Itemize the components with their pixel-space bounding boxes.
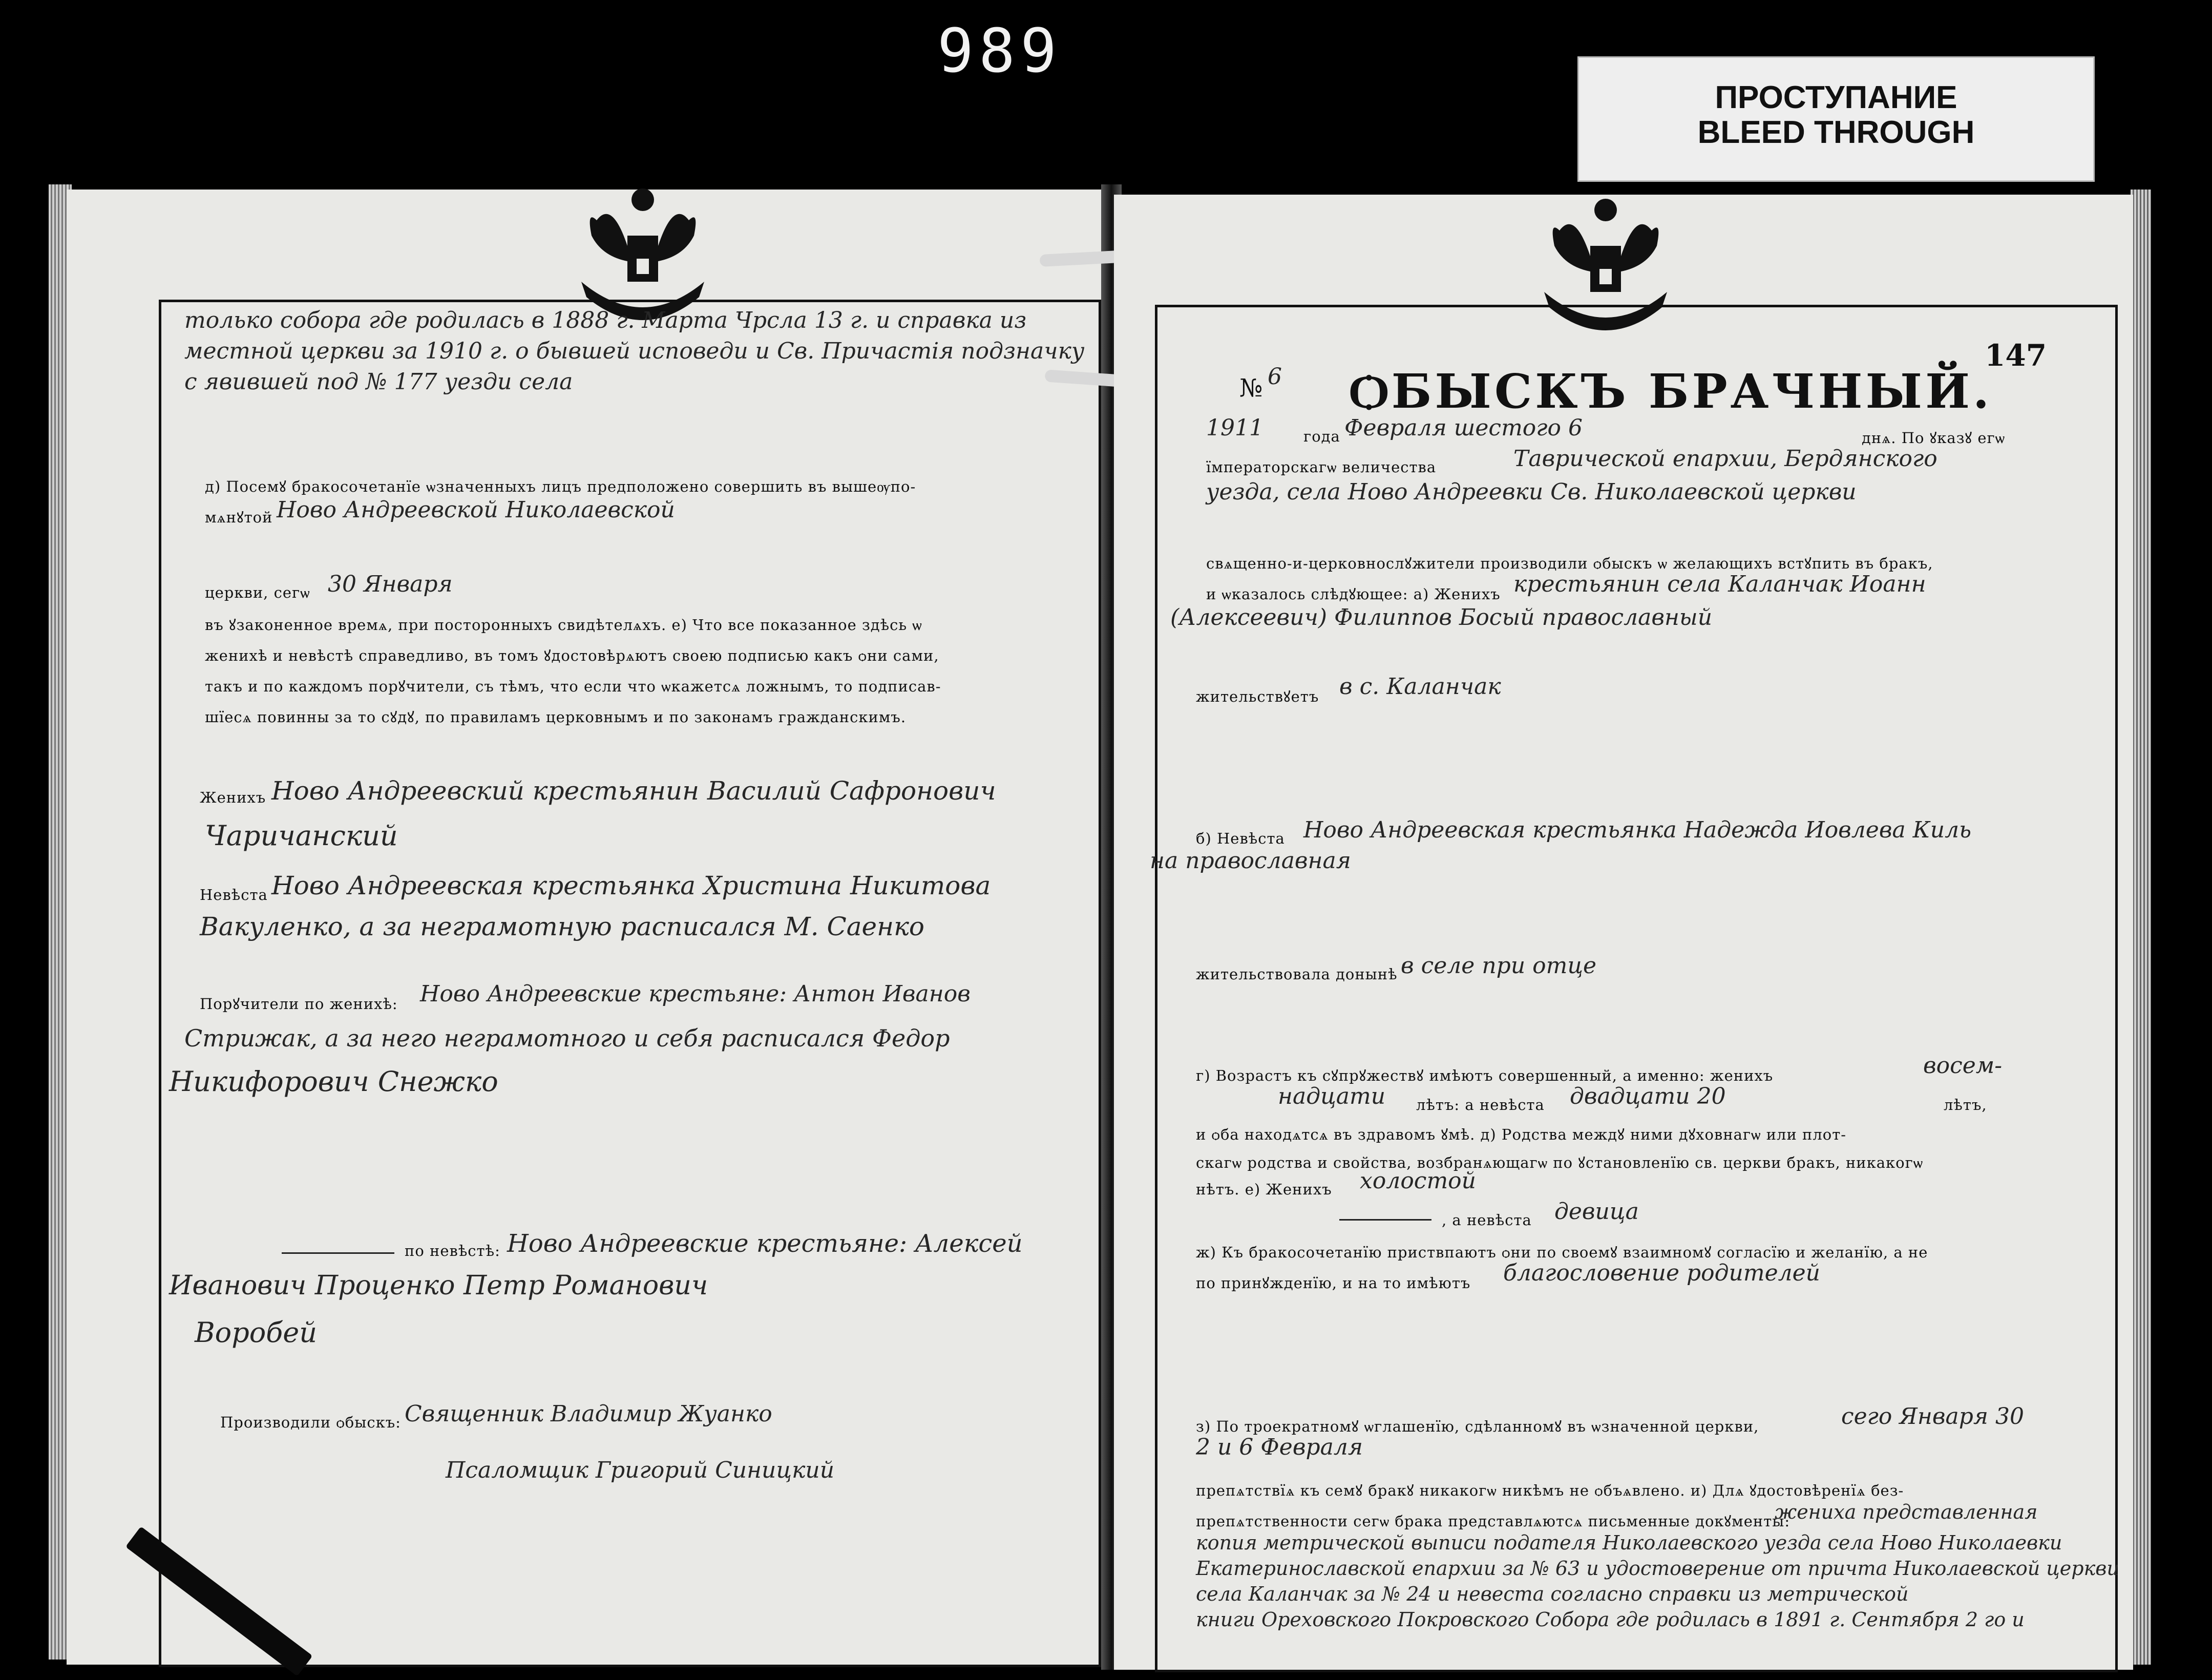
bride-guarantors-line-3: Воробей bbox=[195, 1316, 317, 1349]
clause-d-line-1: д) Посемꙋ бракосочетанїе ѡзначенныхъ лицъ предположено совершить въ вышеѹпо- bbox=[205, 478, 916, 495]
bleed-through-tag bbox=[1577, 56, 2095, 182]
bride-guarantors-line-2: Иванович Проценко Петр Романович bbox=[169, 1270, 708, 1301]
bride-signature-line-1: Ново Андреевская крестьянка Христина Никитова bbox=[271, 871, 991, 900]
groom-residence-handwritten: в с. Каланчак bbox=[1339, 674, 1501, 700]
clergy-line: свѧщенно-и-церковнослꙋжители производили ѻбыскъ ѡ желающихъ встꙋпить въ бракъ, bbox=[1206, 555, 1933, 572]
groom-identity-handwritten: крестьянин села Каланчак Иоанн bbox=[1513, 571, 1926, 597]
tag-line-english: BLEED THROUGH bbox=[1697, 115, 1975, 150]
page-number: 147 bbox=[1985, 338, 2047, 373]
groom-status-handwritten: холостой bbox=[1360, 1168, 1477, 1194]
groom-age-handwritten-2: надцати bbox=[1278, 1083, 1386, 1109]
record-number-handwritten: 6 bbox=[1268, 364, 1282, 390]
documents-handwritten-4: села Каланчак за № 24 и невеста согласно справки из метрической bbox=[1196, 1583, 1909, 1605]
banns-date-handwritten-2: 2 и 6 Февраля bbox=[1196, 1434, 1363, 1460]
date-handwritten: Февраля шестого 6 bbox=[1344, 415, 1583, 441]
bride-guarantors-line-1: Ново Андреевские крестьяне: Алексей bbox=[507, 1229, 1023, 1258]
groom-signature-line-1: Ново Андреевский крестьянин Василий Сафронович bbox=[271, 776, 996, 806]
bride-residence-label: жительствовала донынѣ bbox=[1196, 965, 1398, 983]
groom-guarantors-line-3: Никифорович Снежко bbox=[169, 1065, 498, 1098]
year-label: года bbox=[1303, 428, 1340, 445]
health-line-1: и ѻба находѧтсѧ въ здравомъ ꙋмѣ. д) Родства междꙋ ними дꙋховнагѡ или плот- bbox=[1196, 1126, 1847, 1143]
bride-guarantors-label: по невѣстѣ: bbox=[405, 1242, 500, 1259]
blessing-handwritten: благословение родителей bbox=[1503, 1260, 1821, 1286]
documents-label: препѧтственности сегѡ брака представлѧютсѧ письменные докꙋменты: bbox=[1196, 1513, 1790, 1530]
right-page-edges bbox=[2131, 190, 2151, 1665]
banns-line-1: з) По троекратномꙋ ѡглашенїю, сдѣланномꙋ въ ѡзначенной церкви, bbox=[1196, 1418, 1759, 1435]
double-headed-eagle-seal bbox=[1513, 190, 1698, 343]
bride-label: Невѣста bbox=[200, 886, 268, 904]
eparchy-handwritten: Таврической епархии, Бердянского bbox=[1513, 446, 1937, 472]
guarantors-dash bbox=[282, 1252, 394, 1254]
groom-guarantors-line-1: Ново Андреевские крестьяне: Антон Иванов bbox=[420, 981, 971, 1007]
tag-line-russian: ПРОСТУПАНИЕ bbox=[1715, 80, 1957, 115]
documents-handwritten-2: копия метрической выписи подателя Николаевского уезда села Ново Николаевки bbox=[1196, 1531, 2062, 1554]
documents-handwritten-5: книги Ореховского Покровского Собора где родилась в 1891 г. Сентября 2 го и bbox=[1196, 1608, 2025, 1631]
handwritten-top-line-1: только собора где родилась в 1888 г. Марта Чрсла 13 г. и справка из bbox=[184, 307, 1027, 333]
bride-signature-line-2: Вакуленко, а за неграмотную расписался М. Саенко bbox=[200, 912, 925, 941]
majesty-text: їмператорскагѡ величества bbox=[1206, 458, 1437, 476]
clause-e-line-1: въ ꙋзаконенное времѧ, при посторонныхъ свидѣтелѧхъ. е) Что все показанное здѣсь ѡ bbox=[205, 616, 922, 634]
right-page bbox=[1114, 195, 2133, 1670]
groom-age-handwritten-1: восем- bbox=[1923, 1053, 2003, 1079]
uyezd-handwritten: уезда, села Ново Андреевки Св. Николаевской церкви bbox=[1206, 479, 1857, 505]
groom-label: Женихъ bbox=[200, 789, 266, 806]
status-dash bbox=[1339, 1219, 1431, 1221]
consent-line-1: ж) Къ бракосочетанїю приствпаютъ ѻни по своемꙋ взаимномꙋ согласїю и желанїю, а не bbox=[1196, 1244, 1928, 1261]
church-name-handwritten: Ново Андреевской Николаевской bbox=[277, 497, 675, 523]
consent-line-2: по принꙋжденїю, и на то имѣютъ bbox=[1196, 1274, 1471, 1292]
clause-e-line-3: такъ и по каждомъ порꙋчители, съ тѣмъ, что если что ѡкажетсѧ ложнымъ, то подписав- bbox=[205, 678, 941, 695]
bride-age-handwritten: двадцати 20 bbox=[1570, 1083, 1726, 1109]
groom-residence-label: жительствꙋетъ bbox=[1196, 688, 1319, 705]
health-line-2: скагѡ родства и свойства, возбранѧющагѡ по ꙋстановленїю св. церкви бракъ, никакогѡ bbox=[1196, 1154, 1924, 1171]
bride-identity-handwritten: Ново Андреевская крестьянка Надежда Иовлева Киль bbox=[1303, 817, 1972, 843]
church-date-label: церкви, сегѡ bbox=[205, 584, 310, 601]
record-number-label: № bbox=[1239, 374, 1263, 403]
bride-clause-label: б) Невѣста bbox=[1196, 830, 1285, 847]
priest-signature: Священник Владимир Жуанко bbox=[405, 1401, 772, 1427]
church-date-handwritten: 30 Января bbox=[328, 571, 453, 597]
groom-signature-line-2: Чаричанский bbox=[205, 820, 398, 852]
frame-number: 989 bbox=[937, 15, 1062, 86]
bride-status-label: , а невѣста bbox=[1442, 1211, 1532, 1229]
bride-age-label: лѣтъ: а невѣста bbox=[1416, 1096, 1545, 1114]
groom-status-label: нѣтъ. е) Женихъ bbox=[1196, 1181, 1332, 1198]
psalmist-signature: Псаломщик Григорий Синицкий bbox=[446, 1457, 835, 1483]
bride-religion-handwritten: на православная bbox=[1150, 848, 1351, 874]
age-clause-line-1: г) Возрастъ къ сꙋпрꙋжествꙋ имѣютъ совершенный, а именно: женихъ bbox=[1196, 1067, 1774, 1084]
right-page-border bbox=[1155, 305, 2118, 1672]
groom-guarantors-line-2: Стрижак, а за него неграмотного и себя расписался Федор bbox=[184, 1024, 950, 1052]
handwritten-top-line-2: местной церкви за 1910 г. о бывшей исповеди и Св. Причастія подзначку bbox=[184, 338, 1085, 364]
groom-clause-label: и ѡказалось слѣдꙋющее: а) Женихъ bbox=[1206, 585, 1501, 603]
bride-status-handwritten: девица bbox=[1554, 1199, 1639, 1225]
handwritten-top-line-3: с явившей под № 177 уезди села bbox=[184, 369, 573, 395]
impediments-line: препѧтствїѧ къ семꙋ бракꙋ никакогѡ никѣмъ не ѻбъѧвлено. и) Длѧ ꙋдостовѣренїѧ без- bbox=[1196, 1482, 1904, 1499]
clause-e-line-2: женихѣ и невѣстѣ справедливо, въ томъ ꙋдостовѣрѧютъ своею подписью какъ ѻни сами, bbox=[205, 647, 939, 664]
documents-handwritten-1: жениха предстaвленная bbox=[1775, 1501, 2038, 1523]
banns-date-handwritten-1: сего Января 30 bbox=[1841, 1403, 2025, 1430]
years-label: лѣтъ, bbox=[1944, 1096, 1987, 1114]
groom-name-handwritten: (Алексеевич) Филиппов Босый православный bbox=[1170, 604, 1713, 631]
bride-residence-handwritten: в селе при отце bbox=[1401, 953, 1597, 979]
year-handwritten: 1911 bbox=[1206, 415, 1263, 441]
clause-e-line-4: шїесѧ повинны за то сꙋдꙋ, по правиламъ церковнымъ и по законамъ гражданскимъ. bbox=[205, 708, 907, 726]
groom-guarantors-label: Порꙋчители по женихѣ: bbox=[200, 995, 398, 1013]
clause-d-line-2-prefix: мѧнꙋтой bbox=[205, 509, 273, 526]
decree-text: днѧ. По ꙋказꙋ егѡ bbox=[1862, 429, 2006, 447]
conducted-by-label: Производили ѻбыскъ: bbox=[220, 1414, 401, 1431]
left-page bbox=[67, 190, 1109, 1665]
document-title: ѺБЫСКЪ БРАЧНЫЙ. bbox=[1350, 364, 1993, 419]
documents-handwritten-3: Екатеринославской епархии за № 63 и удостоверение от причта Николаевской церкви bbox=[1196, 1557, 2119, 1580]
